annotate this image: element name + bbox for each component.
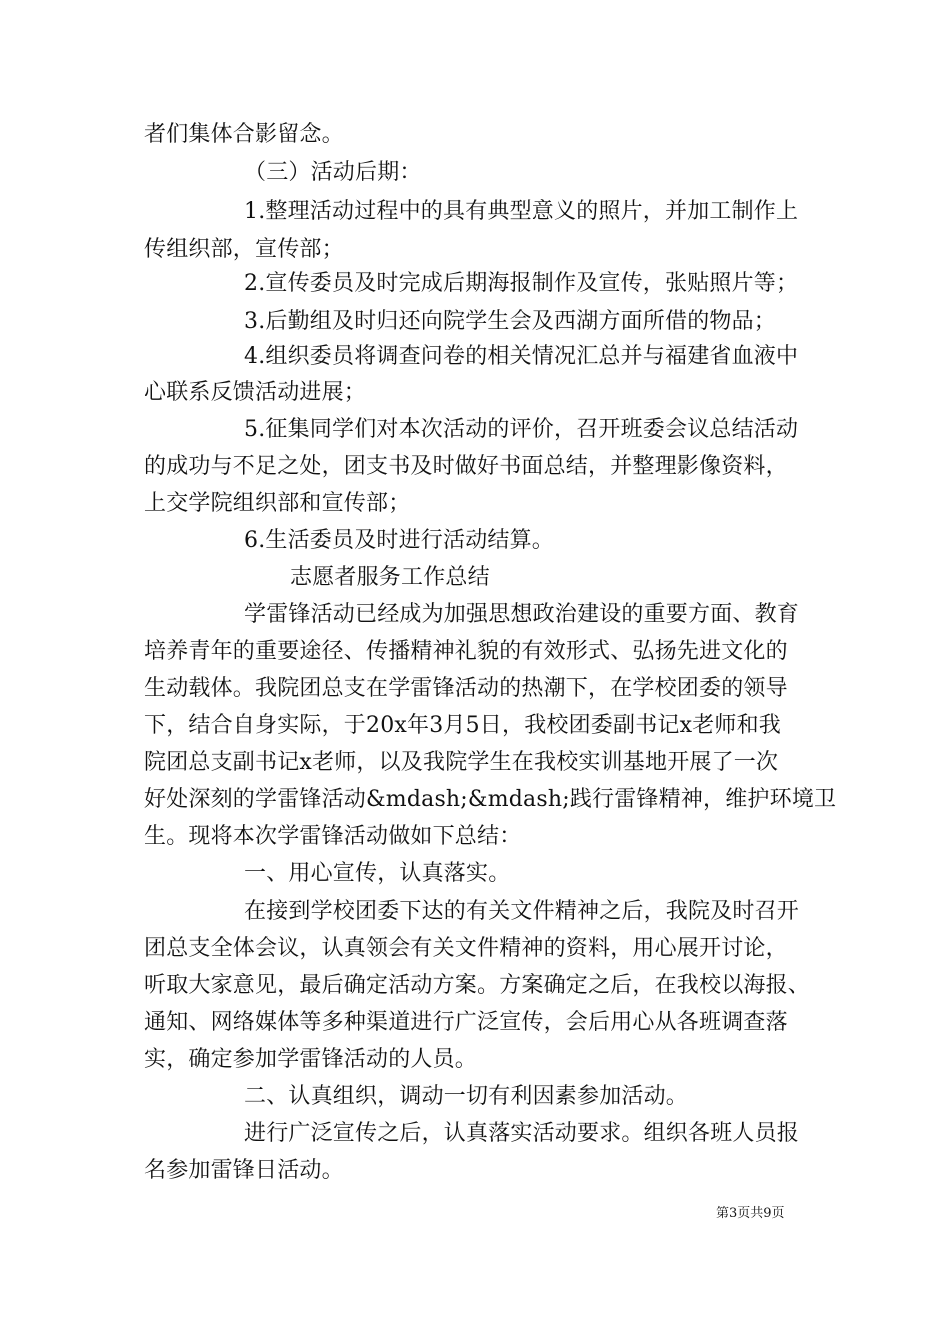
list-item-line: 4.组织委员将调查问卷的相关情况汇总并与福建省血液中 — [244, 344, 799, 369]
body-text-line: 进行广泛宣传之后，认真落实活动要求。组织各班人员报 — [244, 1121, 800, 1146]
list-item-line: 心联系反馈活动进展； — [144, 380, 367, 405]
page-number-footer: 第3页共9页 — [716, 1206, 785, 1221]
section-heading: 一、用心宣传，认真落实。 — [244, 861, 511, 886]
body-text-line: 学雷锋活动已经成为加强思想政治建设的重要方面、教育 — [244, 602, 800, 627]
list-item-line: 传组织部，宣传部； — [144, 237, 344, 262]
body-text-line: 名参加雷锋日活动。 — [144, 1158, 344, 1183]
list-item-line: 5.征集同学们对本次活动的评价，召开班委会议总结活动 — [244, 417, 799, 442]
body-text-line: 在接到学校团委下达的有关文件精神之后，我院及时召开 — [244, 899, 800, 924]
body-text-line: 院团总支副书记x老师，以及我院学生在我校实训基地开展了一次 — [144, 750, 779, 775]
body-text-line: 培养青年的重要途径、传播精神礼貌的有效形式、弘扬先进文化的 — [144, 639, 788, 664]
body-text-line: 下，结合自身实际，于20x年3月5日，我校团委副书记x老师和我 — [144, 713, 782, 738]
list-item-line: 1.整理活动过程中的具有典型意义的照片，并加工制作上 — [244, 199, 799, 224]
body-text-line: 实，确定参加学雷锋活动的人员。 — [144, 1047, 478, 1072]
list-item-line: 上交学院组织部和宣传部； — [144, 491, 411, 516]
list-item-line: 6.生活委员及时进行活动结算。 — [244, 528, 554, 553]
body-text-line: 生。现将本次学雷锋活动做如下总结： — [144, 824, 522, 849]
body-text-line: 通知、网络媒体等多种渠道进行广泛宣传，会后用心从各班调查落 — [144, 1010, 788, 1035]
body-text-line: 生动载体。我院团总支在学雷锋活动的热潮下，在学校团委的领导 — [144, 676, 788, 701]
list-item-line: 的成功与不足之处，团支书及时做好书面总结，并整理影像资料， — [144, 454, 788, 479]
body-text-line: 好处深刻的学雷锋活动&mdash;&mdash;践行雷锋精神，维护环境卫 — [144, 787, 837, 812]
section-heading: 二、认真组织，调动一切有利因素参加活动。 — [244, 1084, 689, 1109]
list-item-line: 3.后勤组及时归还向院学生会及西湖方面所借的物品； — [244, 309, 776, 334]
body-text-line: 听取大家意见，最后确定活动方案。方案确定之后，在我校以海报、 — [144, 973, 811, 998]
document-subtitle: 志愿者服务工作总结 — [290, 565, 490, 590]
list-item-line: 2.宣传委员及时完成后期海报制作及宣传，张贴照片等； — [244, 271, 799, 296]
body-text-line: 团总支全体会议，认真领会有关文件精神的资料，用心展开讨论， — [144, 936, 788, 961]
section-heading: （三）活动后期： — [244, 160, 422, 185]
body-text-line: 者们集体合影留念。 — [144, 122, 344, 147]
